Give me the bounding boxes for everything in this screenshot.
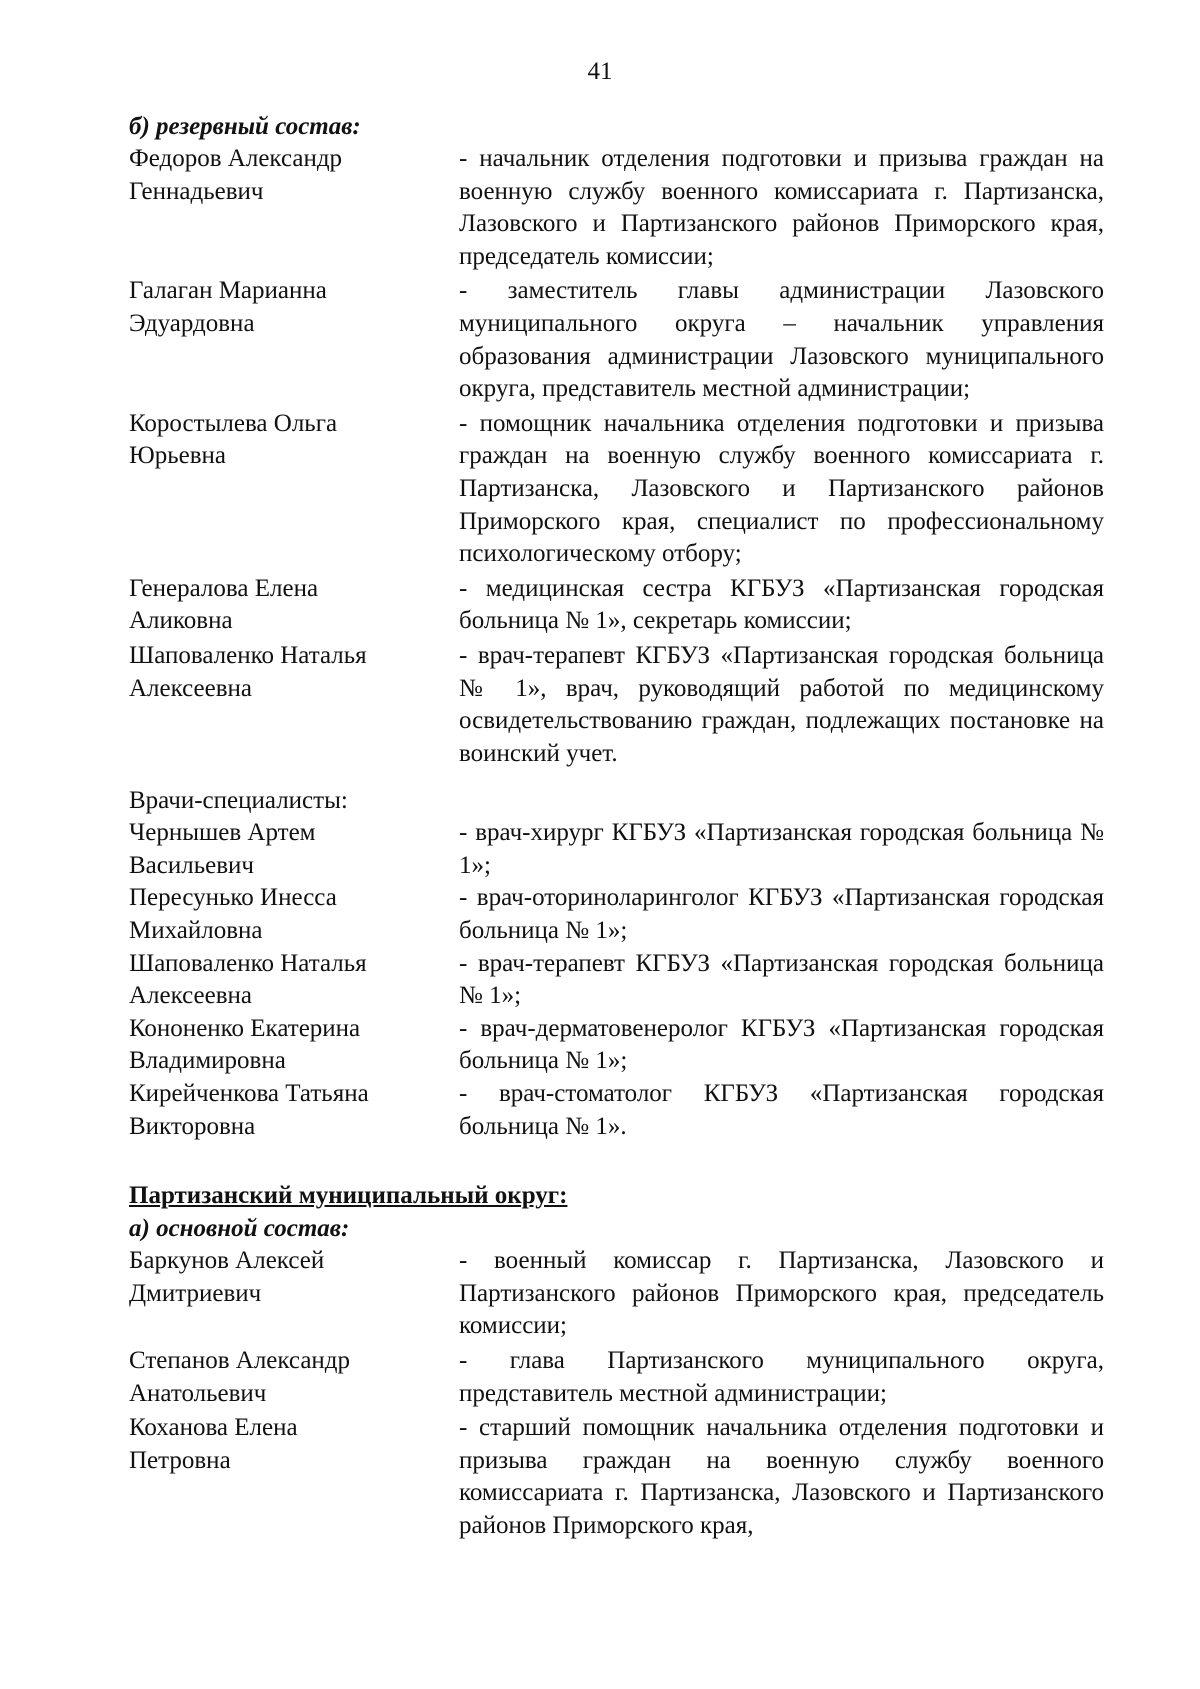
member-name-line: Генералова Елена xyxy=(129,574,319,602)
member-row xyxy=(129,1412,1104,1542)
member-row xyxy=(129,1245,1104,1343)
member-name xyxy=(129,275,459,405)
member-role: - начальник отделения подготовки и призыва граждан на военную службу военного комиссариата г. Партизанска, Лазовского и Партизанского районов Приморского края, председатель комиссии; xyxy=(459,145,1104,270)
specialists-label: Врачи-специалисты: xyxy=(129,787,348,815)
member-name xyxy=(129,640,459,770)
member-role: - врач-терапевт КГБУЗ «Партизанская городская больница № 1», врач, руководящий работой по медицинскому освидетельствованию граждан, подлежащих постановке на воинский учет. xyxy=(459,641,1104,767)
member-role: - медицинская сестра КГБУЗ «Партизанская городская больница № 1», секретарь комиссии; xyxy=(459,574,1104,635)
member-name-line: Геннадьевич xyxy=(129,177,264,205)
member-role: - врач-стоматолог КГБУЗ «Партизанская городская больница № 1». xyxy=(459,1080,1104,1140)
member-name-line: Алексеевна xyxy=(129,982,253,1010)
member-role: - врач-оториноларинголог КГБУЗ «Партизанская городская больница № 1»; xyxy=(459,884,1104,945)
member-name xyxy=(129,1245,459,1343)
member-name xyxy=(129,573,459,638)
document-body xyxy=(129,110,1104,1543)
member-name-line: Степанов Александр xyxy=(129,1347,351,1374)
member-name xyxy=(129,1412,459,1542)
member-role: - военный комиссар г. Партизанска, Лазовского и Партизанского районов Приморского края, председатель комиссии; xyxy=(459,1247,1104,1340)
member-role: - помощник начальника отделения подготовки и призыва граждан на военную службу военного комиссариата г. Партизанска, Лазовского и Партизанского районов Приморского края, специалист по профессиональному психологическому отбору; xyxy=(459,409,1104,568)
member-row xyxy=(129,948,1104,1013)
member-name-line: Эдуардовна xyxy=(129,309,255,337)
member-role: - врач-хирург КГБУЗ «Партизанская городская больница № 1»; xyxy=(459,819,1104,879)
district-title: Партизанский муниципальный округ: xyxy=(129,1182,568,1210)
member-name-line: Аликовна xyxy=(129,607,233,635)
member-name xyxy=(129,882,459,947)
member-name-line: Кононенко Екатерина xyxy=(129,1014,361,1042)
member-name xyxy=(129,817,459,882)
member-name-line: Пересунько Инесса xyxy=(129,884,337,912)
member-name-line: Коростылева Ольга xyxy=(129,409,338,437)
member-name-line: Дмитриевич xyxy=(129,1279,262,1307)
member-name-line: Галаган Марианна xyxy=(129,277,327,305)
reserve-section-label: б) резервный состав: xyxy=(129,113,361,140)
member-name-line: Петровна xyxy=(129,1446,231,1474)
member-name-line: Шаповаленко Наталья xyxy=(129,949,367,977)
member-name-line: Федоров Александр xyxy=(129,145,343,172)
member-name-line: Коханова Елена xyxy=(129,1414,298,1442)
member-role: - заместитель главы администрации Лазовского муниципального округа – начальник управления образования администрации Лазовского муниципального округа, представитель местной администрации; xyxy=(459,277,1104,403)
member-role: - врач-терапевт КГБУЗ «Партизанская городская больница № 1»; xyxy=(459,949,1104,1010)
member-name-line: Чернышев Артем xyxy=(129,819,316,847)
member-row xyxy=(129,817,1104,882)
member-name xyxy=(129,1013,459,1078)
member-name-line: Владимировна xyxy=(129,1047,286,1075)
member-row xyxy=(129,1013,1104,1078)
member-name-line: Михайловна xyxy=(129,917,263,945)
main-section-label: а) основной состав: xyxy=(129,1215,350,1243)
member-name xyxy=(129,1345,459,1410)
member-row xyxy=(129,640,1104,770)
member-name-line: Баркунов Алексей xyxy=(129,1247,325,1275)
main-members-list xyxy=(129,1245,1104,1542)
member-name-line: Анатольевич xyxy=(129,1379,267,1407)
member-name xyxy=(129,143,459,273)
member-role: - врач-дерматовенеролог КГБУЗ «Партизанская городская больница № 1»; xyxy=(459,1014,1104,1075)
member-row xyxy=(129,143,1104,273)
member-name xyxy=(129,948,459,1013)
member-row xyxy=(129,275,1104,405)
member-row xyxy=(129,573,1104,638)
member-name-line: Кирейченкова Татьяна xyxy=(129,1080,369,1108)
member-name-line: Васильевич xyxy=(129,851,254,879)
member-role: - глава Партизанского муниципального округа, представитель местной администрации; xyxy=(459,1347,1104,1407)
member-name-line: Шаповаленко Наталья xyxy=(129,641,367,669)
member-row xyxy=(129,882,1104,947)
member-name-line: Алексеевна xyxy=(129,674,253,702)
reserve-members-list xyxy=(129,143,1104,770)
member-row xyxy=(129,1345,1104,1410)
member-role: - старший помощник начальника отделения подготовки и призыва граждан на военную службу военного комиссариата г. Партизанска, Лазовского и Партизанского районов Приморского края, xyxy=(459,1414,1104,1539)
member-name-line: Юрьевна xyxy=(129,442,226,470)
member-name-line: Викторовна xyxy=(129,1112,256,1140)
specialists-list xyxy=(129,817,1104,1143)
member-name xyxy=(129,1078,459,1143)
member-name xyxy=(129,408,459,571)
page-number: 41 xyxy=(587,58,613,85)
member-row xyxy=(129,1078,1104,1143)
member-row xyxy=(129,408,1104,571)
